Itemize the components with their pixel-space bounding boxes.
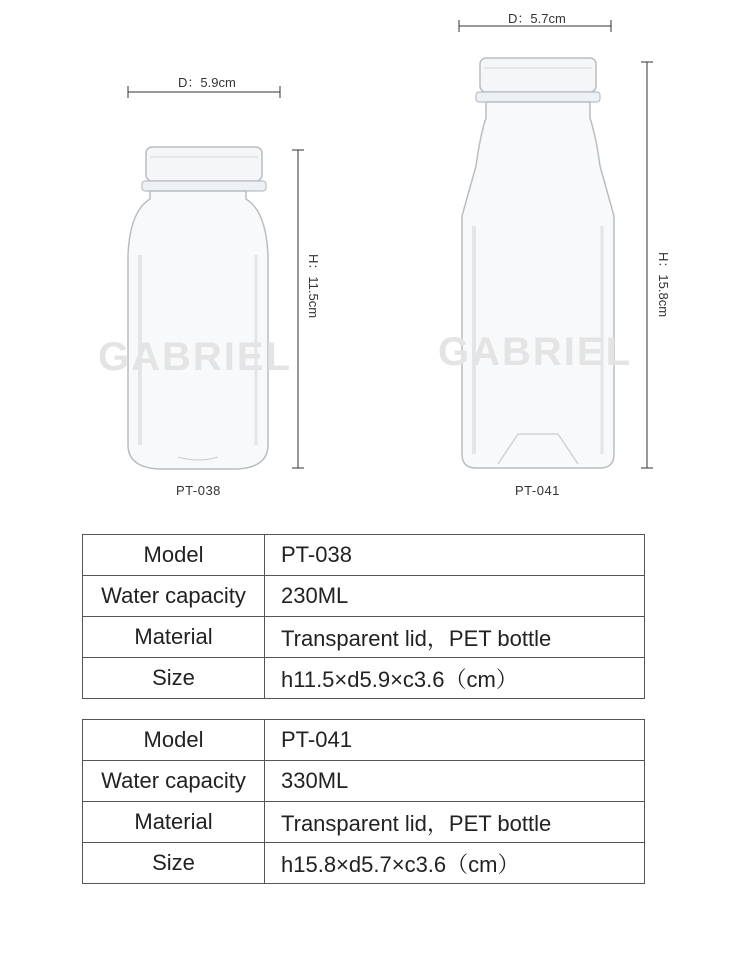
bottle-pt041-image [458, 56, 618, 474]
spec-key: Size [83, 658, 265, 699]
spec-value: 230ML [265, 576, 645, 617]
spec-table-pt038 [82, 534, 645, 699]
spec-key: Size [83, 843, 265, 884]
spec-key: Model [83, 535, 265, 576]
diameter-label: D：5.9cm [178, 75, 236, 90]
spec-value: h11.5×d5.9×c3.6（cm） [265, 658, 645, 699]
spec-value: PT-041 [265, 720, 645, 761]
bottle-pt038-image [118, 145, 278, 475]
watermark-text: GABRIEL [438, 330, 632, 374]
spec-key: Water capacity [83, 761, 265, 802]
spec-key: Material [83, 802, 265, 843]
spec-table-pt041 [82, 719, 645, 884]
table-row [83, 802, 645, 843]
table-row [83, 720, 645, 761]
spec-key: Model [83, 720, 265, 761]
spec-key: Water capacity [83, 576, 265, 617]
table-row [83, 535, 645, 576]
watermark-text: GABRIEL [98, 335, 292, 379]
table-row [83, 761, 645, 802]
spec-key: Material [83, 617, 265, 658]
table-row [83, 576, 645, 617]
spec-value: Transparent lid，PET bottle [265, 802, 645, 843]
spec-value: PT-038 [265, 535, 645, 576]
model-caption: PT-038 [176, 483, 221, 498]
height-label: H：15.8cm [656, 252, 671, 318]
table-row [83, 658, 645, 699]
spec-value: 330ML [265, 761, 645, 802]
spec-value: h15.8×d5.7×c3.6（cm） [265, 843, 645, 884]
spec-value: Transparent lid，PET bottle [265, 617, 645, 658]
table-row [83, 617, 645, 658]
table-row [83, 843, 645, 884]
height-label: H：11.5cm [306, 254, 321, 319]
height-dimension-line [290, 148, 306, 470]
model-caption: PT-041 [515, 483, 560, 498]
diameter-label: D：5.7cm [508, 11, 566, 26]
height-dimension-line [639, 60, 655, 470]
